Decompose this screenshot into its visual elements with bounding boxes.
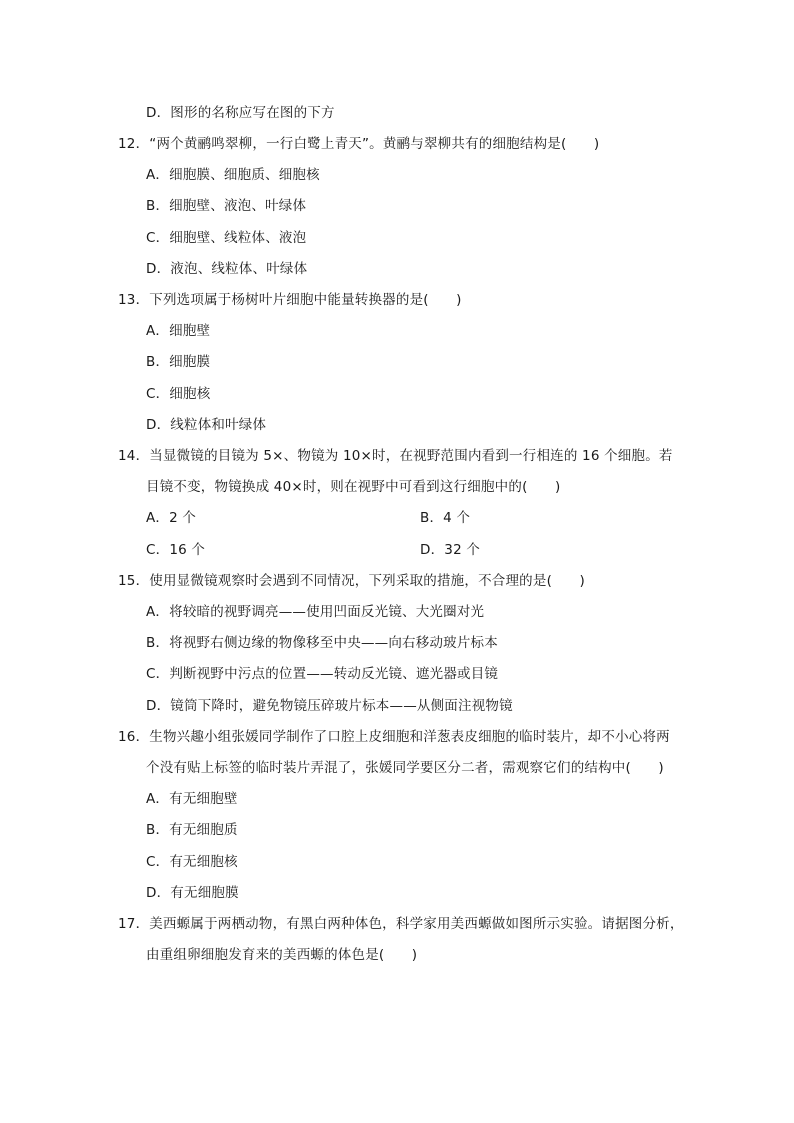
q14-option-b: B．4 个 (420, 510, 471, 526)
q15-option-a: A．将较暗的视野调亮——使用凹面反光镜、大光圈对光 (146, 604, 485, 620)
q16-option-a: A．有无细胞壁 (146, 791, 238, 807)
q16-option-d: D．有无细胞膜 (146, 885, 239, 901)
q14-option-c: C．16 个 (146, 542, 206, 558)
q15-option-b: B．将视野右侧边缘的物像移至中央——向右移动玻片标本 (146, 635, 498, 651)
q15-option-c: C．判断视野中污点的位置——转动反光镜、遮光器或目镜 (146, 666, 499, 682)
q13-option-b: B．细胞膜 (146, 354, 211, 370)
q15-option-d: D．镜筒下降时，避免物镜压碎玻片标本——从侧面注视物镜 (146, 698, 513, 714)
q14-stem-line1: 14．当显微镜的目镜为 5×、物镜为 10×时，在视野范围内看到一行相连的 16 个细胞。若 (118, 448, 673, 464)
q14-stem-line2: 目镜不变，物镜换成 40×时，则在视野中可看到这行细胞中的( ) (146, 479, 561, 495)
q14-option-a: A．2 个 (146, 510, 197, 526)
q16-option-c: C．有无细胞核 (146, 854, 238, 870)
q13-stem: 13．下列选项属于杨树叶片细胞中能量转换器的是( ) (118, 292, 462, 308)
q12-option-a: A．细胞膜、细胞质、细胞核 (146, 167, 320, 183)
q12-option-c: C．细胞壁、线粒体、液泡 (146, 230, 307, 246)
q12-option-b: B．细胞壁、液泡、叶绿体 (146, 198, 307, 214)
q12-option-d: D．液泡、线粒体、叶绿体 (146, 261, 308, 277)
q11-option-d: D．图形的名称应写在图的下方 (146, 105, 335, 121)
q13-option-d: D．线粒体和叶绿体 (146, 417, 267, 433)
q15-stem: 15．使用显微镜观察时会遇到不同情况，下列采取的措施，不合理的是( ) (118, 573, 585, 589)
q12-stem: 12．“两个黄鹂鸣翠柳，一行白鹭上青天”。黄鹂与翠柳共有的细胞结构是( ) (118, 136, 600, 152)
q16-option-b: B．有无细胞质 (146, 822, 238, 838)
q16-stem-line1: 16．生物兴趣小组张媛同学制作了口腔上皮细胞和洋葱表皮细胞的临时装片，却不小心将两 (118, 729, 670, 745)
q16-stem-line2: 个没有贴上标签的临时装片弄混了，张媛同学要区分二者，需观察它们的结构中( ) (146, 760, 664, 776)
q13-option-a: A．细胞壁 (146, 323, 211, 339)
q17-stem-line2: 由重组卵细胞发育来的美西螈的体色是( ) (146, 947, 418, 963)
q14-option-d: D．32 个 (420, 542, 481, 558)
q17-stem-line1: 17．美西螈属于两栖动物，有黑白两种体色，科学家用美西螈做如图所示实验。请据图分析， (118, 916, 684, 932)
q13-option-c: C．细胞核 (146, 386, 211, 402)
